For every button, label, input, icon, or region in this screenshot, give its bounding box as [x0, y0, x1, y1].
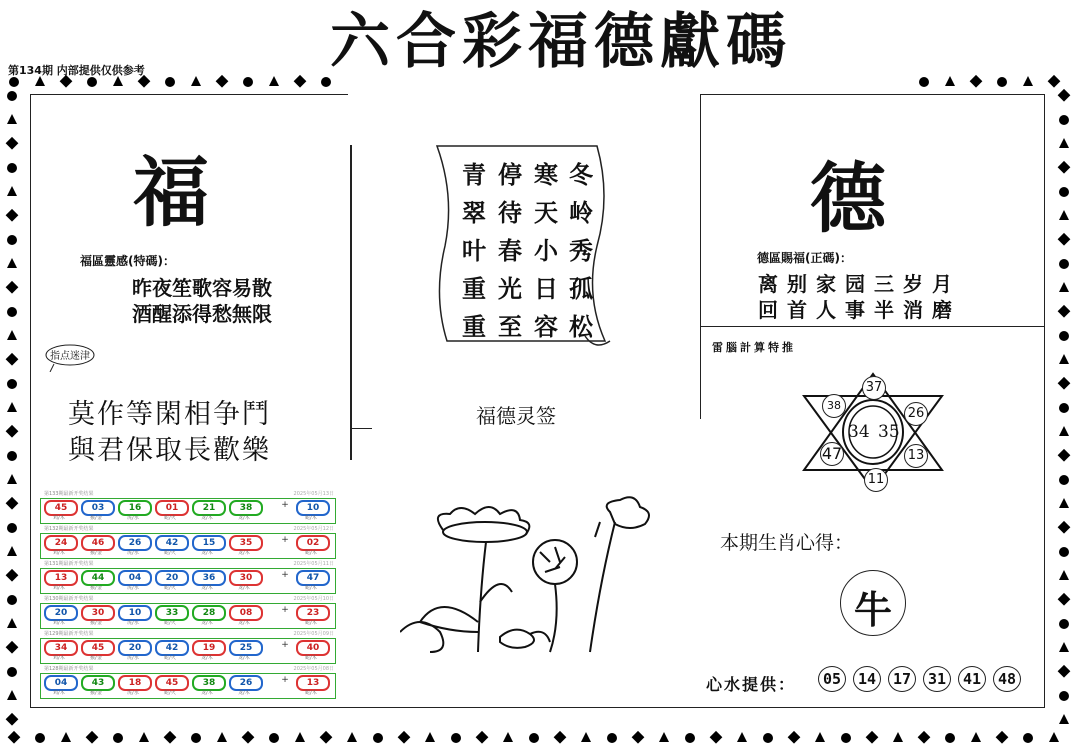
poem-column-4: 青翠叶重重: [462, 160, 486, 341]
plus-sign: +: [281, 640, 289, 650]
ball-zodiac: 鸡/木: [53, 550, 65, 556]
border-dot: [7, 546, 17, 556]
border-dot: [788, 731, 801, 744]
verse-line-1: 莫作等閑相争鬥: [68, 399, 271, 430]
ball-zodiac: 龙/木: [238, 515, 250, 521]
heart-number: 17: [888, 666, 916, 692]
heart-label: 心水提供：: [706, 675, 797, 694]
divider: [700, 326, 1045, 327]
ball-zodiac: 龙/木: [201, 585, 213, 591]
lottery-ball: 28: [192, 605, 226, 621]
lottery-ball: 35: [229, 535, 263, 551]
border-dot: [529, 733, 539, 743]
heart-number: 05: [818, 666, 846, 692]
result-date: 2025年05月11日: [293, 561, 334, 567]
ball-zodiac: 龙/木: [201, 550, 213, 556]
border-dot: [581, 732, 591, 742]
ball-zodiac: 鸡/木: [53, 655, 65, 661]
lottery-ball: 21: [192, 500, 226, 516]
border-dot: [295, 732, 305, 742]
result-row: [40, 630, 340, 664]
result-row: [40, 595, 340, 629]
border-dot: [893, 732, 903, 742]
lottery-ball: 45: [81, 640, 115, 656]
star-inner-1: 34: [848, 422, 870, 442]
heart-number: 41: [958, 666, 986, 692]
lottery-ball: 03: [81, 500, 115, 516]
border-dot: [503, 732, 513, 742]
border-dot: [7, 91, 17, 101]
ball-zodiac: 虎/水: [127, 585, 139, 591]
border-dot: [7, 235, 17, 245]
lottery-ball: 16: [118, 500, 152, 516]
border-dot: [347, 732, 357, 742]
border-dot: [1059, 115, 1069, 125]
ball-zodiac: 龙/木: [238, 585, 250, 591]
border-dot: [1059, 714, 1069, 724]
ball-zodiac: 鸡/木: [53, 515, 65, 521]
lottery-ball: 19: [192, 640, 226, 656]
lottery-ball: 20: [118, 640, 152, 656]
lottery-ball: 01: [155, 500, 189, 516]
border-dot: [269, 76, 279, 86]
lottery-ball: 04: [118, 570, 152, 586]
lottery-ball: 13: [44, 570, 78, 586]
lottery-ball: 10: [118, 605, 152, 621]
border-dot: [6, 281, 19, 294]
fu-character: 福: [133, 148, 209, 237]
divider: [700, 94, 1045, 95]
fu-poem-line-1: 昨夜笙歌容易散: [132, 276, 272, 300]
ball-zodiac: 蛇/木: [305, 550, 317, 556]
heart-number: 48: [993, 666, 1021, 692]
star-number: 13: [904, 444, 928, 468]
border-dot: [164, 731, 177, 744]
result-row: [40, 665, 340, 699]
lottery-ball: 38: [192, 675, 226, 691]
lottery-ball: 44: [81, 570, 115, 586]
border-dot: [1058, 233, 1071, 246]
lottery-ball: 47: [296, 570, 330, 586]
border-dot: [216, 75, 229, 88]
lottery-ball: 26: [118, 535, 152, 551]
calc-label: 雷腦計算特推: [712, 341, 796, 354]
ball-zodiac: 龙/木: [238, 655, 250, 661]
border-dot: [8, 731, 21, 744]
ball-zodiac: 龙/木: [201, 690, 213, 696]
lottery-ball: 08: [229, 605, 263, 621]
border-dot: [87, 77, 97, 87]
poem-column-1: 冬岭秀孤松: [569, 160, 593, 341]
border-dot: [7, 667, 17, 677]
lottery-ball: 02: [296, 535, 330, 551]
poem-column-2: 寒天小日容: [534, 160, 558, 341]
border-dot: [1059, 210, 1069, 220]
border-dot: [242, 731, 255, 744]
border-dot: [1023, 76, 1033, 86]
star-number: 26: [904, 402, 928, 426]
border-dot: [1058, 377, 1071, 390]
border-dot: [7, 186, 17, 196]
lottery-ball: 45: [44, 500, 78, 516]
lottery-ball: 43: [81, 675, 115, 691]
ball-zodiac: 猴/金: [90, 515, 102, 521]
hint-stamp: [44, 342, 96, 370]
border-dot: [6, 137, 19, 150]
plus-sign: +: [281, 500, 289, 510]
lottery-ball: 26: [229, 675, 263, 691]
border-dot: [1059, 475, 1069, 485]
border-dot: [217, 732, 227, 742]
heart-number: 14: [853, 666, 881, 692]
border-dot: [1059, 498, 1069, 508]
de-label: 德區賜福(正碼)：: [757, 251, 852, 265]
border-dot: [165, 77, 175, 87]
border-dot: [919, 77, 929, 87]
lottery-ball: 10: [296, 500, 330, 516]
border-dot: [1059, 547, 1069, 557]
border-dot: [996, 731, 1009, 744]
result-title: 第128期最新开奖结果: [44, 666, 94, 672]
border-dot: [320, 731, 333, 744]
heart-numbers: [818, 666, 1028, 690]
star-number: 47: [820, 442, 844, 466]
flower-illustration: [400, 492, 680, 662]
issue-note: 第134期 内部提供仅供参考: [8, 64, 145, 77]
border-dot: [7, 114, 17, 124]
border-dot: [6, 569, 19, 582]
ball-zodiac: 蛇/火: [164, 620, 176, 626]
ball-zodiac: 猴/金: [90, 550, 102, 556]
border-dot: [269, 733, 279, 743]
ball-zodiac: 虎/水: [127, 655, 139, 661]
verse-line-2: 與君保取長歡樂: [68, 435, 271, 466]
ball-zodiac: 龙/木: [238, 550, 250, 556]
ball-zodiac: 猴/金: [90, 585, 102, 591]
border-dot: [632, 731, 645, 744]
divider: [30, 94, 348, 95]
border-dot: [398, 731, 411, 744]
result-date: 2025年05月13日: [293, 491, 334, 497]
border-dot: [997, 77, 1007, 87]
ball-zodiac: 蛇/火: [164, 585, 176, 591]
border-dot: [607, 733, 617, 743]
border-dot: [1059, 403, 1069, 413]
border-dot: [970, 75, 983, 88]
results-panel: [40, 490, 340, 700]
border-dot: [7, 595, 17, 605]
border-dot: [763, 733, 773, 743]
ball-zodiac: 虎/水: [127, 550, 139, 556]
lottery-ball: 40: [296, 640, 330, 656]
zodiac-character: 牛: [853, 587, 892, 632]
result-row: [40, 560, 340, 594]
star-diagram: [798, 372, 948, 492]
lottery-ball: 38: [229, 500, 263, 516]
result-title: 第132期最新开奖结果: [44, 526, 94, 532]
border-dot: [7, 690, 17, 700]
border-dot: [425, 732, 435, 742]
border-dot: [1058, 521, 1071, 534]
result-title: 第129期最新开奖结果: [44, 631, 94, 637]
border-dot: [841, 733, 851, 743]
border-dot: [7, 163, 17, 173]
lottery-ball: 23: [296, 605, 330, 621]
border-dot: [6, 641, 19, 654]
border-dot: [1058, 89, 1071, 102]
plus-sign: +: [281, 675, 289, 685]
lottery-ball: 25: [229, 640, 263, 656]
ball-zodiac: 鸡/木: [53, 620, 65, 626]
border-dot: [1049, 732, 1059, 742]
border-dot: [6, 209, 19, 222]
lottery-ball: 33: [155, 605, 189, 621]
ball-zodiac: 蛇/火: [164, 655, 176, 661]
border-dot: [1059, 259, 1069, 269]
ball-zodiac: 虎/水: [127, 690, 139, 696]
lottery-ball: 42: [155, 535, 189, 551]
ball-zodiac: 鸡/木: [53, 585, 65, 591]
result-date: 2025年05月12日: [293, 526, 334, 532]
border-dot: [113, 733, 123, 743]
star-number: 37: [862, 376, 886, 400]
border-dot: [191, 76, 201, 86]
ball-zodiac: 虎/水: [127, 515, 139, 521]
border-dot: [61, 732, 71, 742]
result-date: 2025年05月08日: [293, 666, 334, 672]
lottery-ball: 30: [81, 605, 115, 621]
hint-text: 指点迷津: [50, 351, 90, 362]
ball-zodiac: 蛇/火: [164, 550, 176, 556]
border-dot: [6, 497, 19, 510]
result-title: 第131期最新开奖结果: [44, 561, 94, 567]
border-dot: [1059, 354, 1069, 364]
border-dot: [1059, 570, 1069, 580]
border-dot: [1059, 642, 1069, 652]
border-dot: [6, 713, 19, 726]
star-number: 11: [864, 468, 888, 492]
lottery-ball: 46: [81, 535, 115, 551]
plus-sign: +: [281, 605, 289, 615]
ball-zodiac: 蛇/火: [164, 690, 176, 696]
de-character: 德: [810, 154, 886, 243]
border-dot: [7, 402, 17, 412]
heart-number: 31: [923, 666, 951, 692]
border-dot: [1059, 138, 1069, 148]
border-dot: [1023, 733, 1033, 743]
plus-sign: +: [281, 535, 289, 545]
result-row: [40, 490, 340, 524]
lottery-ball: 45: [155, 675, 189, 691]
border-dot: [7, 474, 17, 484]
lottery-ball: 24: [44, 535, 78, 551]
border-dot: [243, 77, 253, 87]
border-dot: [7, 451, 17, 461]
border-dot: [373, 733, 383, 743]
border-dot: [659, 732, 669, 742]
divider: [350, 428, 372, 429]
border-dot: [7, 618, 17, 628]
border-dot: [9, 77, 19, 87]
divider: [30, 707, 1045, 708]
ball-zodiac: 猴/金: [90, 620, 102, 626]
border-dot: [7, 523, 17, 533]
border-dot: [7, 307, 17, 317]
border-dot: [710, 731, 723, 744]
border-dot: [1059, 187, 1069, 197]
border-dot: [554, 731, 567, 744]
border-dot: [1058, 665, 1071, 678]
poem-column-3: 停待春光至: [498, 160, 522, 341]
border-dot: [815, 732, 825, 742]
border-dot: [6, 425, 19, 438]
border-dot: [1058, 161, 1071, 174]
ball-zodiac: 虎/水: [127, 620, 139, 626]
border-dot: [191, 733, 201, 743]
ball-zodiac: 鸡/木: [53, 690, 65, 696]
result-row: [40, 525, 340, 559]
fu-poem-line-2: 酒醒添得愁無限: [132, 302, 272, 326]
border-dot: [685, 733, 695, 743]
lottery-ball: 20: [155, 570, 189, 586]
result-date: 2025年05月10日: [293, 596, 334, 602]
border-dot: [451, 733, 461, 743]
divider: [30, 94, 31, 708]
star-number: 38: [822, 394, 846, 418]
border-dot: [945, 76, 955, 86]
star-inner-2: 35: [878, 422, 900, 442]
border-dot: [6, 353, 19, 366]
lottery-ball: 34: [44, 640, 78, 656]
border-dot: [86, 731, 99, 744]
fu-label: 福區靈感(特碼)：: [80, 254, 175, 268]
border-dot: [476, 731, 489, 744]
border-dot: [1059, 426, 1069, 436]
border-dot: [737, 732, 747, 742]
ball-zodiac: 龙/木: [201, 655, 213, 661]
border-dot: [35, 733, 45, 743]
page-title: 六合彩福德獻碼: [330, 7, 792, 77]
result-date: 2025年05月09日: [293, 631, 334, 637]
ball-zodiac: 猴/金: [90, 655, 102, 661]
lottery-ball: 42: [155, 640, 189, 656]
lottery-ball: 20: [44, 605, 78, 621]
lottery-ball: 15: [192, 535, 226, 551]
ball-zodiac: 蛇/木: [305, 655, 317, 661]
divider: [350, 145, 352, 460]
ball-zodiac: 龙/木: [201, 620, 213, 626]
border-dot: [1058, 305, 1071, 318]
border-dot: [1058, 593, 1071, 606]
ball-zodiac: 龙/木: [201, 515, 213, 521]
border-dot: [918, 731, 931, 744]
border-dot: [1059, 619, 1069, 629]
ball-zodiac: 蛇/火: [164, 515, 176, 521]
border-dot: [1058, 449, 1071, 462]
border-dot: [971, 732, 981, 742]
border-dot: [1059, 282, 1069, 292]
lottery-ball: 30: [229, 570, 263, 586]
border-dot: [1059, 691, 1069, 701]
lottery-ball: 18: [118, 675, 152, 691]
ball-zodiac: 蛇/木: [305, 585, 317, 591]
result-title: 第130期最新开奖结果: [44, 596, 94, 602]
de-line-2: 回首人事半消磨: [758, 298, 961, 322]
border-dot: [1048, 75, 1061, 88]
lottery-ball: 04: [44, 675, 78, 691]
divider: [700, 94, 701, 419]
zodiac-label: 本期生肖心得：: [720, 532, 854, 554]
ball-zodiac: 猴/金: [90, 690, 102, 696]
border-dot: [945, 733, 955, 743]
border-dot: [294, 75, 307, 88]
border-dot: [1059, 331, 1069, 341]
divider: [1044, 94, 1045, 708]
ball-zodiac: 蛇/木: [305, 690, 317, 696]
ball-zodiac: 龙/木: [238, 690, 250, 696]
ball-zodiac: 龙/木: [238, 620, 250, 626]
lottery-ball: 13: [296, 675, 330, 691]
border-dot: [139, 732, 149, 742]
plus-sign: +: [281, 570, 289, 580]
signature-label: 福德灵签: [476, 404, 556, 428]
de-line-1: 离别家园三岁月: [758, 272, 961, 296]
border-dot: [7, 330, 17, 340]
border-dot: [7, 379, 17, 389]
ball-zodiac: 蛇/木: [305, 515, 317, 521]
border-dot: [7, 258, 17, 268]
ball-zodiac: 蛇/木: [305, 620, 317, 626]
zodiac-circle: [840, 570, 906, 636]
result-title: 第133期最新开奖结果: [44, 491, 94, 497]
border-dot: [866, 731, 879, 744]
lottery-ball: 36: [192, 570, 226, 586]
